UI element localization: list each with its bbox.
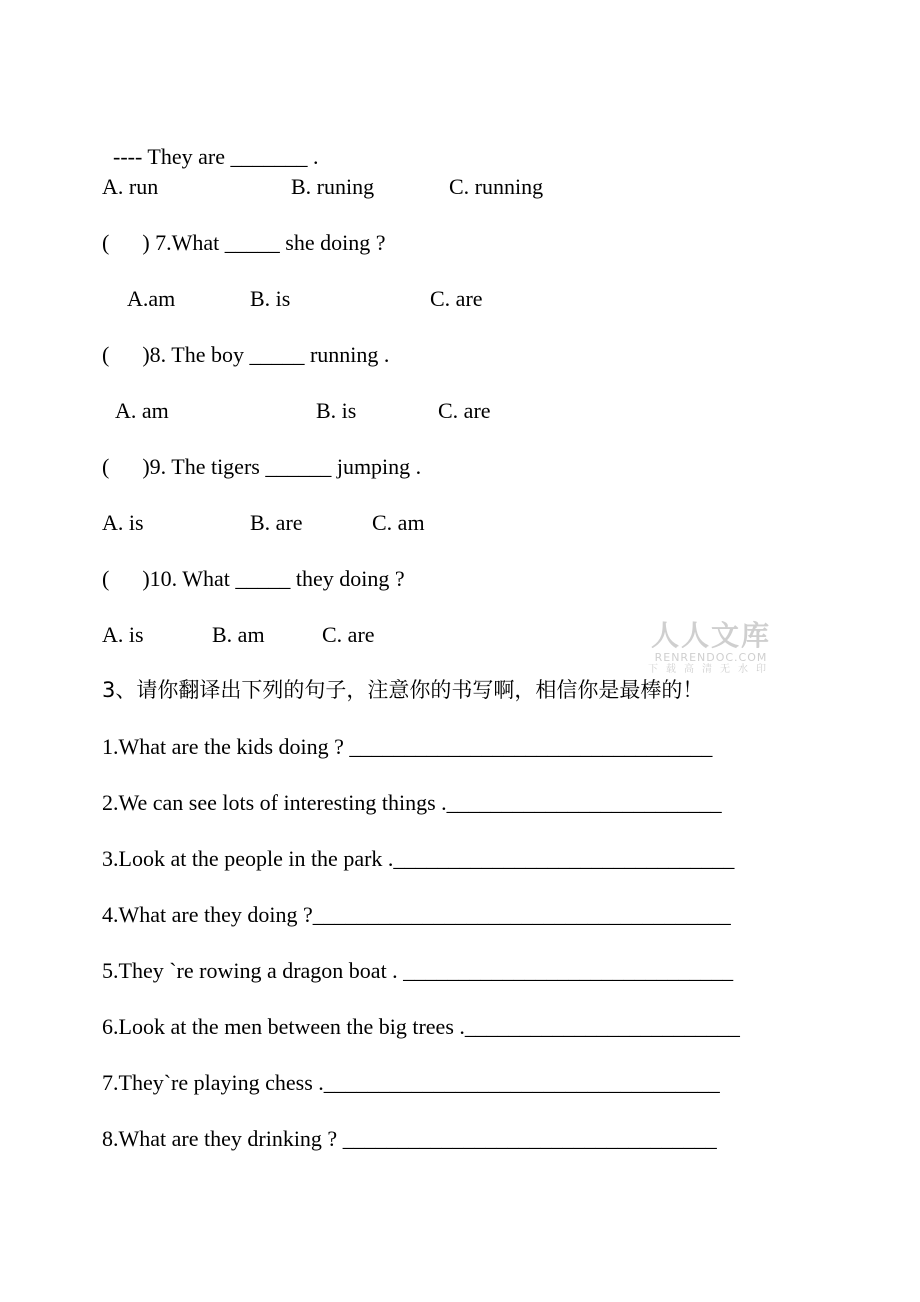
question-6-option-b: B. runing: [291, 174, 375, 199]
translation-item-5: 5.They `re rowing a dragon boat . ______________________________: [102, 958, 734, 983]
question-9: ( )9. The tigers ______ jumping .: [102, 454, 422, 479]
translation-item-7: 7.They`re playing chess .____________________________________: [102, 1070, 720, 1095]
question-6-suffix: .: [307, 144, 319, 169]
question-8-option-b: B. is: [316, 398, 357, 423]
question-8: ( )8. The boy _____ running .: [102, 342, 390, 367]
translation-item-3: 3.Look at the people in the park ._______________________________: [102, 846, 735, 871]
translation-item-6: 6.Look at the men between the big trees ._________________________: [102, 1014, 740, 1039]
question-7: ( ) 7.What _____ she doing ?: [102, 230, 386, 255]
question-6-option-c: C. running: [449, 174, 544, 199]
section-3-heading: 3、请你翻译出下列的句子，注意你的书写啊，相信你是最棒的！: [102, 678, 704, 702]
watermark-domain: RENRENDOC.COM: [654, 651, 768, 664]
question-9-option-b: B. are: [250, 510, 303, 535]
question-7-option-a: A.am: [127, 286, 176, 311]
watermark-tagline: 下载高清无水印: [648, 664, 774, 675]
question-6-tail: [102, 118, 318, 170]
question-6-blank: _______: [230, 144, 308, 169]
question-9-option-c: C. am: [372, 510, 425, 535]
translation-item-4: 4.What are they doing ?______________________________________: [102, 902, 731, 927]
question-6-prefix: ---- They are: [113, 144, 231, 169]
question-7-option-b: B. is: [250, 286, 291, 311]
question-9-option-a: A. is: [102, 510, 144, 535]
question-10: ( )10. What _____ they doing ?: [102, 566, 405, 591]
translation-item-1: 1.What are the kids doing ? _________________________________: [102, 734, 713, 759]
watermark-logo: [646, 620, 776, 676]
question-7-option-c: C. are: [430, 286, 483, 311]
question-10-option-c: C. are: [322, 622, 375, 647]
watermark-title: 人人文库: [650, 619, 771, 652]
question-8-option-a: A. am: [115, 398, 169, 423]
translation-item-2: 2.We can see lots of interesting things ._________________________: [102, 790, 722, 815]
question-10-option-b: B. am: [212, 622, 265, 647]
question-8-option-c: C. are: [438, 398, 491, 423]
translation-item-8: 8.What are they drinking ? __________________________________: [102, 1126, 717, 1151]
question-10-option-a: A. is: [102, 622, 144, 647]
question-6-option-a: A. run: [102, 174, 159, 199]
